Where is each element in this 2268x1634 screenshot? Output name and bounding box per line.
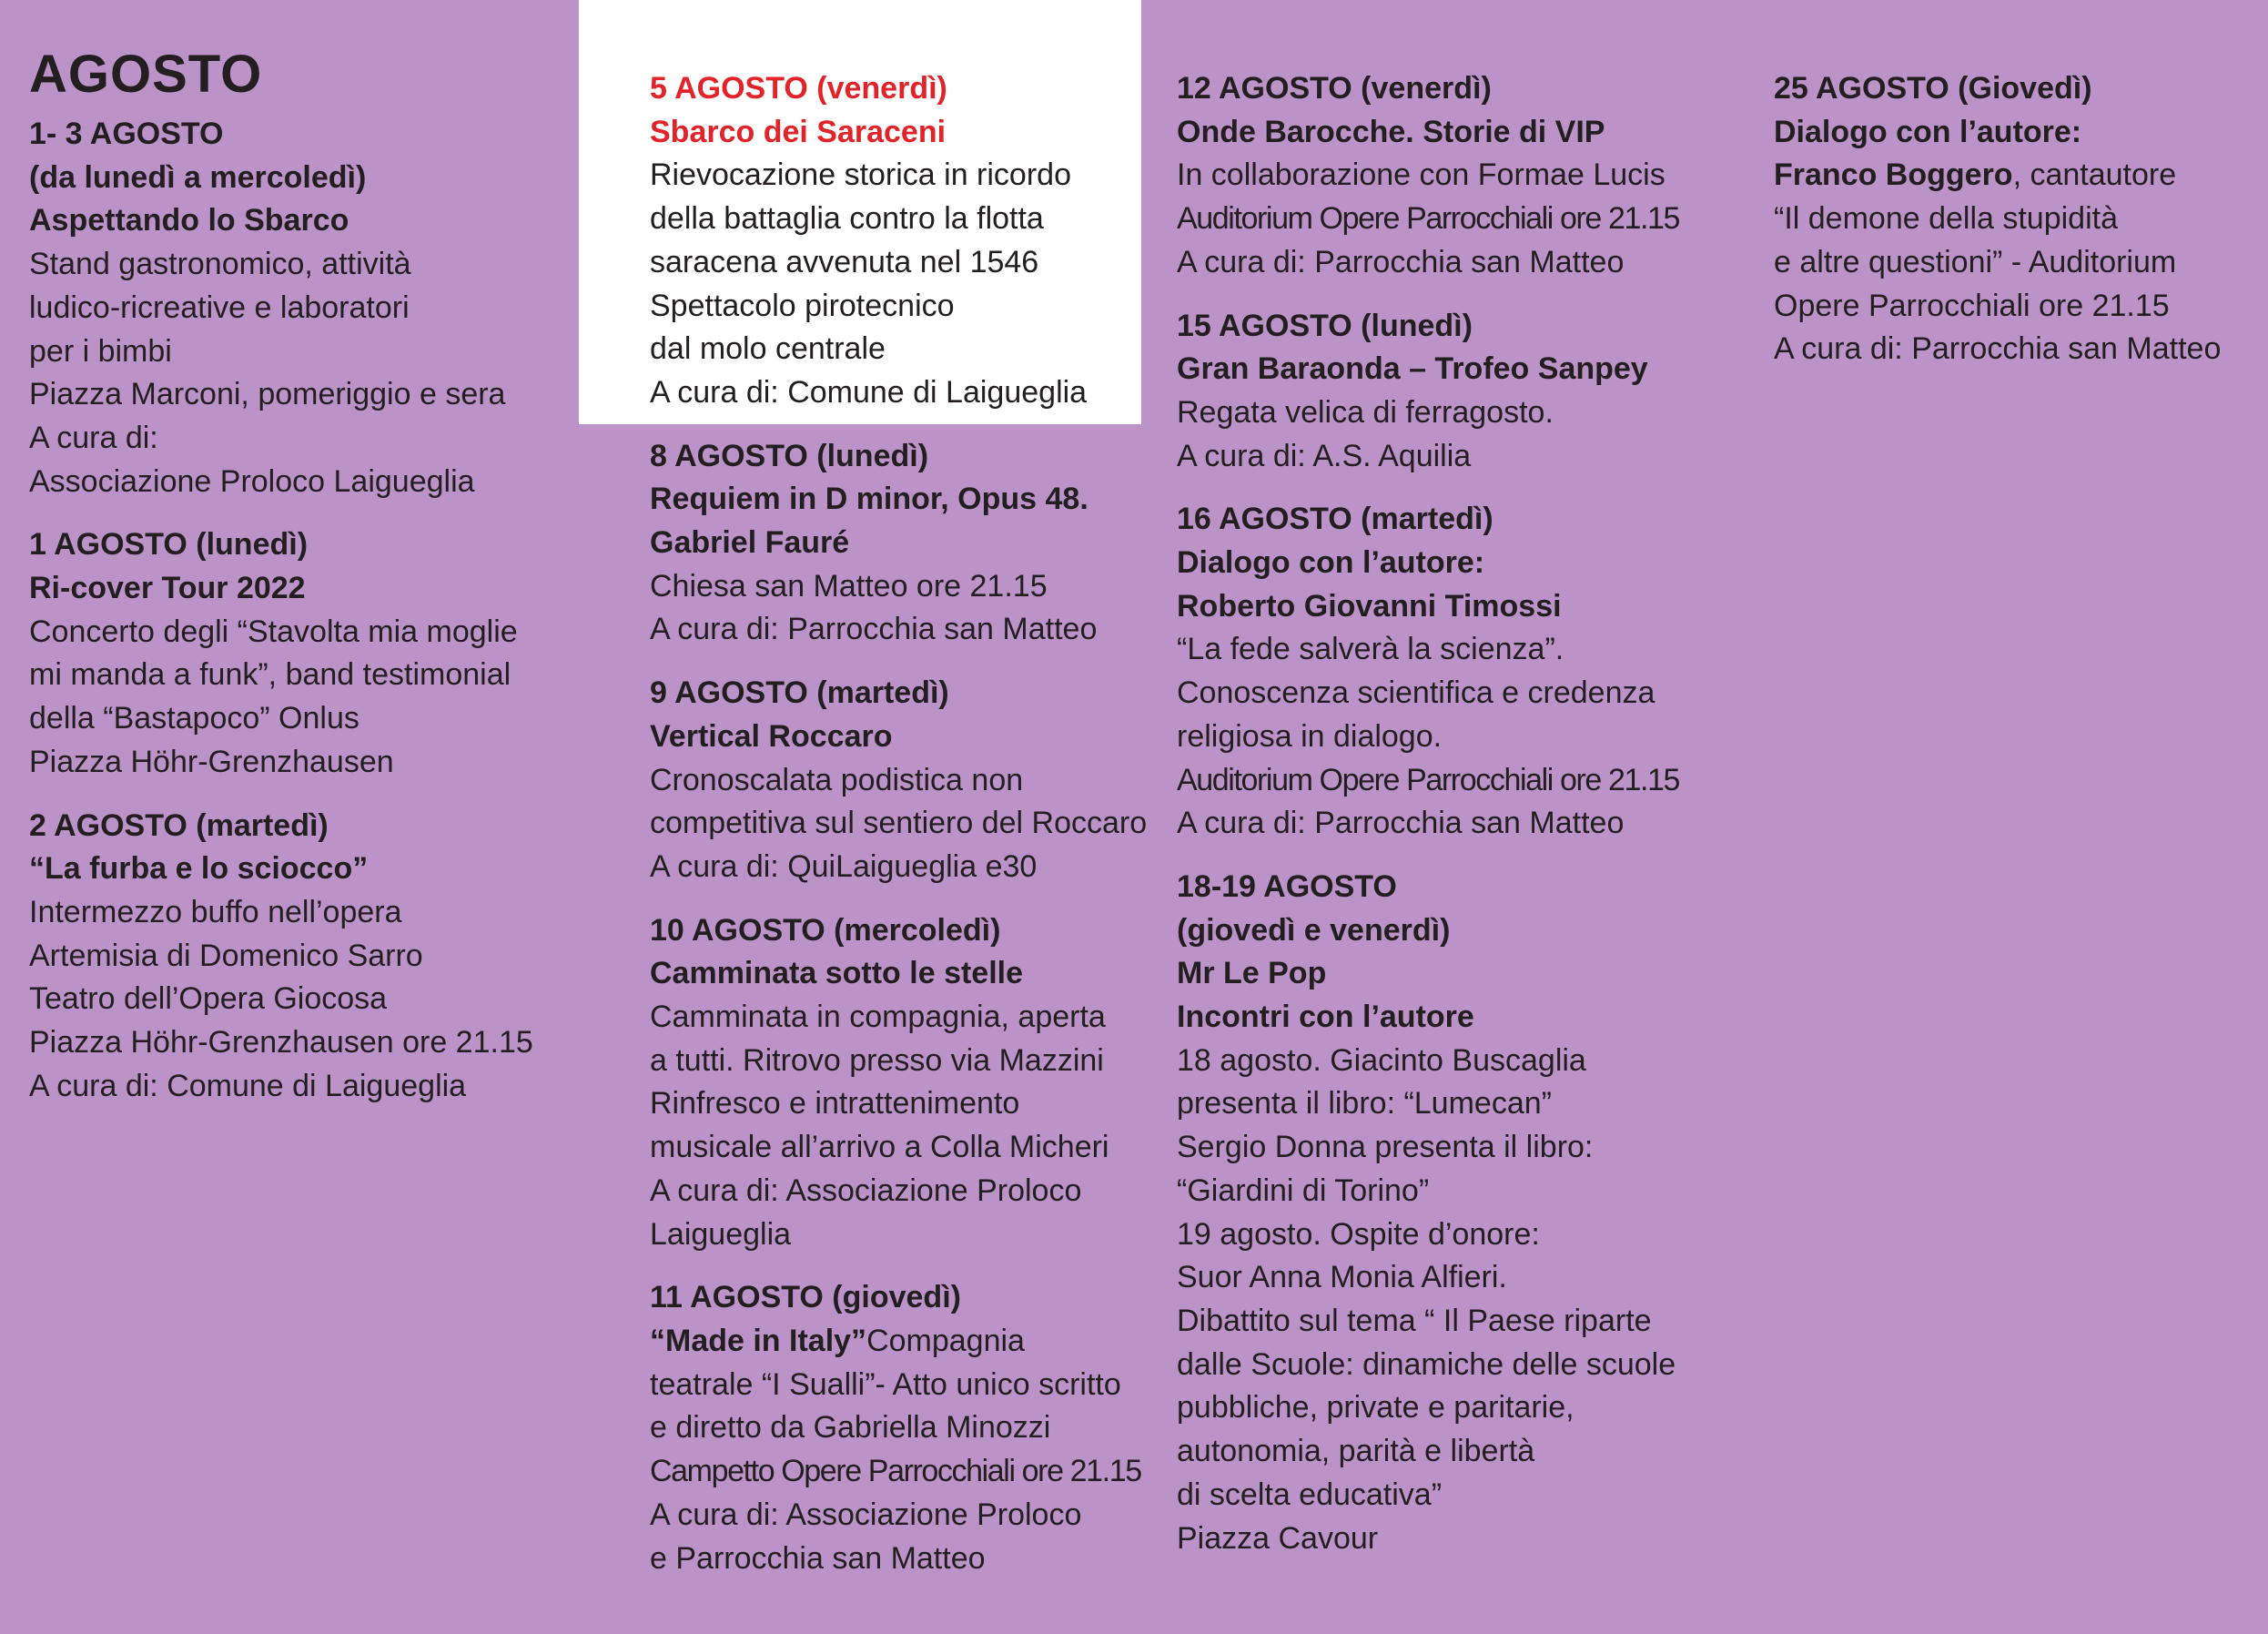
event-line: Rievocazione storica in ricordo — [650, 157, 1071, 193]
event-date: 15 AGOSTO (lunedì) — [1177, 308, 1473, 343]
event-line: competitiva sul sentiero del Roccaro — [650, 806, 1148, 841]
event-line: (giovedì e venerdì) — [1177, 912, 1451, 948]
event-line: Intermezzo buffo nell’opera — [29, 894, 402, 929]
event-block — [1177, 498, 1759, 846]
event-line: Dibattito sul tema “ Il Paese riparte — [1177, 1303, 1652, 1338]
event-line: A cura di: Parrocchia san Matteo — [650, 612, 1098, 647]
column-2 — [579, 0, 1148, 1600]
event-line: Piazza Höhr-Grenzhausen ore 21.15 — [29, 1025, 533, 1061]
event-line: Incontri con l’autore — [1177, 1000, 1474, 1035]
event-line: A cura di: Parrocchia san Matteo — [1177, 806, 1625, 841]
event-line: A cura di: Associazione Proloco — [650, 1172, 1082, 1208]
event-date: 8 AGOSTO (lunedì) — [650, 438, 929, 473]
event-line: “Giardini di Torino” — [1177, 1172, 1430, 1208]
event-line: Sbarco dei Saraceni — [650, 114, 947, 149]
event-line: Auditorium Opere Parrocchiali ore 21.15 — [1177, 762, 1680, 797]
event-date: 12 AGOSTO (venerdì) — [1177, 71, 1492, 106]
event-line: A cura di: Comune di Laigueglia — [29, 1068, 467, 1103]
event-block — [1774, 67, 2265, 371]
event-line: Dialogo con l’autore: — [1774, 114, 2082, 149]
event-line: Rinfresco e intrattenimento — [650, 1086, 1020, 1121]
event-line: 18 agosto. Giacinto Buscaglia — [1177, 1042, 1586, 1078]
event-line: Regata velica di ferragosto. — [1177, 394, 1554, 430]
event-line: A cura di: Comune di Laigueglia — [650, 374, 1088, 410]
event-line — [650, 1320, 1143, 1364]
event-line: Vertical Roccaro — [650, 718, 893, 754]
event-block — [1177, 67, 1759, 285]
event-line: musicale all’arrivo a Colla Micheri — [650, 1130, 1109, 1165]
event-line: Piazza Cavour — [1177, 1520, 1379, 1556]
page-title: AGOSTO — [29, 45, 263, 104]
event-line: “Il demone della stupidità — [1774, 201, 2119, 237]
event-line: 19 agosto. Ospite d’onore: — [1177, 1216, 1540, 1252]
event-line: saracena avvenuta nel 1546 — [650, 244, 1039, 279]
event-line: e diretto da Gabriella Minozzi — [650, 1410, 1051, 1446]
event-date: 25 AGOSTO (Giovedì) — [1774, 71, 2092, 106]
event-line: A cura di: QuiLaigueglia e30 — [650, 848, 1038, 884]
event-date: 11 AGOSTO (giovedì) — [650, 1280, 961, 1315]
event-line: A cura di: Parrocchia san Matteo — [1177, 244, 1625, 279]
event-line: Onde Barocche. Storie di VIP — [1177, 114, 1605, 149]
event-block — [29, 523, 612, 784]
event-line-rest: Compagnia — [866, 1323, 1025, 1358]
event-line: dalle Scuole: dinamiche delle scuole — [1177, 1346, 1676, 1382]
event-line: Cronoscalata podistica non — [650, 762, 1024, 797]
event-line: Auditorium Opere Parrocchiali ore 21.15 — [1177, 201, 1680, 237]
event-line: Teatro dell’Opera Giocosa — [29, 981, 388, 1017]
column-1 — [29, 0, 612, 1128]
event-line-bold: Franco Boggero — [1774, 157, 2013, 193]
event-line: Roberto Giovanni Timossi — [1177, 588, 1562, 624]
event-line: Dialogo con l’autore: — [1177, 545, 1485, 581]
event-line: della battaglia contro la flotta — [650, 201, 1044, 237]
event-line: Spettacolo pirotecnico — [650, 288, 955, 323]
event-line: Laigueglia — [650, 1216, 792, 1252]
event-line: A cura di: — [29, 420, 158, 455]
event-line: Associazione Proloco Laigueglia — [29, 463, 475, 499]
event-line: Concerto degli “Stavolta mia moglie — [29, 614, 518, 649]
event-block — [650, 435, 1143, 653]
event-line: Sergio Donna presenta il libro: — [1177, 1130, 1594, 1165]
event-line: Ri-cover Tour 2022 — [29, 571, 306, 606]
event-line: Chiesa san Matteo ore 21.15 — [650, 568, 1048, 604]
event-block — [650, 909, 1143, 1257]
event-line: Suor Anna Monia Alfieri. — [1177, 1260, 1507, 1295]
event-line: di scelta educativa” — [1177, 1477, 1443, 1512]
event-date: 1- 3 AGOSTO — [29, 117, 224, 151]
event-line: autonomia, parità e libertà — [1177, 1434, 1535, 1469]
event-line: religiosa in dialogo. — [1177, 718, 1443, 754]
event-block — [650, 67, 1143, 415]
event-line: dal molo centrale — [650, 331, 886, 367]
event-line: In collaborazione con Formae Lucis — [1177, 157, 1666, 193]
event-line: Camminata in compagnia, aperta — [650, 1000, 1106, 1035]
event-line: Gran Baraonda – Trofeo Sanpey — [1177, 351, 1648, 387]
event-line-bold: “Made in Italy” — [650, 1323, 867, 1358]
event-line: ludico-ricreative e laboratori — [29, 289, 410, 325]
event-block — [29, 805, 612, 1109]
event-line: Requiem in D minor, Opus 48. — [650, 482, 1088, 517]
event-line: Camminata sotto le stelle — [650, 956, 1024, 991]
event-line: Opere Parrocchiali ore 21.15 — [1774, 288, 2170, 323]
event-line: Piazza Marconi, pomeriggio e sera — [29, 377, 506, 412]
event-line-rest: , cantautore — [2012, 157, 2177, 193]
event-block — [1177, 866, 1759, 1560]
column-4 — [1774, 0, 2265, 391]
event-line: per i bimbi — [29, 333, 172, 369]
event-line — [1774, 154, 2265, 198]
event-line: e altre questioni” - Auditorium — [1774, 244, 2177, 279]
event-line: A cura di: Parrocchia san Matteo — [1774, 331, 2222, 367]
event-date: 10 AGOSTO (mercoledì) — [650, 912, 1001, 948]
event-line: “La fede salverà la scienza”. — [1177, 632, 1564, 667]
event-date: 5 AGOSTO (venerdì) — [650, 71, 947, 106]
event-line: a tutti. Ritrovo presso via Mazzini — [650, 1042, 1104, 1078]
event-date: 16 AGOSTO (martedì) — [1177, 502, 1493, 537]
event-line: teatrale “I Sualli”- Atto unico scritto — [650, 1366, 1121, 1402]
event-line: A cura di: A.S. Aquilia — [1177, 438, 1472, 473]
event-line: Stand gastronomico, attività — [29, 247, 411, 282]
event-line: “La furba e lo sciocco” — [29, 851, 369, 887]
event-line: Artemisia di Domenico Sarro — [29, 938, 423, 973]
event-line: Conoscenza scientifica e credenza — [1177, 675, 1655, 711]
event-block — [29, 113, 612, 503]
event-line: Gabriel Fauré — [650, 525, 850, 561]
event-line: A cura di: Associazione Proloco — [650, 1497, 1082, 1532]
event-block — [650, 1276, 1143, 1580]
event-line: mi manda a funk”, band testimonial — [29, 657, 511, 693]
event-line: della “Bastapoco” Onlus — [29, 701, 359, 736]
event-date: 18-19 AGOSTO — [1177, 868, 1397, 904]
event-line: Campetto Opere Parrocchiali ore 21.15 — [650, 1454, 1141, 1489]
event-date: 2 AGOSTO (martedì) — [29, 807, 329, 843]
event-line: (da lunedì a mercoledì) — [29, 159, 367, 195]
event-block — [1177, 305, 1759, 479]
event-date: 1 AGOSTO (lunedì) — [29, 527, 309, 563]
event-line: e Parrocchia san Matteo — [650, 1540, 986, 1576]
event-line: Mr Le Pop — [1177, 956, 1327, 991]
event-line: presenta il libro: “Lumecan” — [1177, 1086, 1552, 1121]
event-line: Piazza Höhr-Grenzhausen — [29, 744, 394, 779]
event-date: 9 AGOSTO (martedì) — [650, 675, 949, 711]
event-line: Aspettando lo Sbarco — [29, 203, 349, 239]
event-line: pubbliche, private e paritarie, — [1177, 1390, 1574, 1426]
column-3 — [1177, 0, 1759, 1580]
event-block — [650, 672, 1148, 889]
